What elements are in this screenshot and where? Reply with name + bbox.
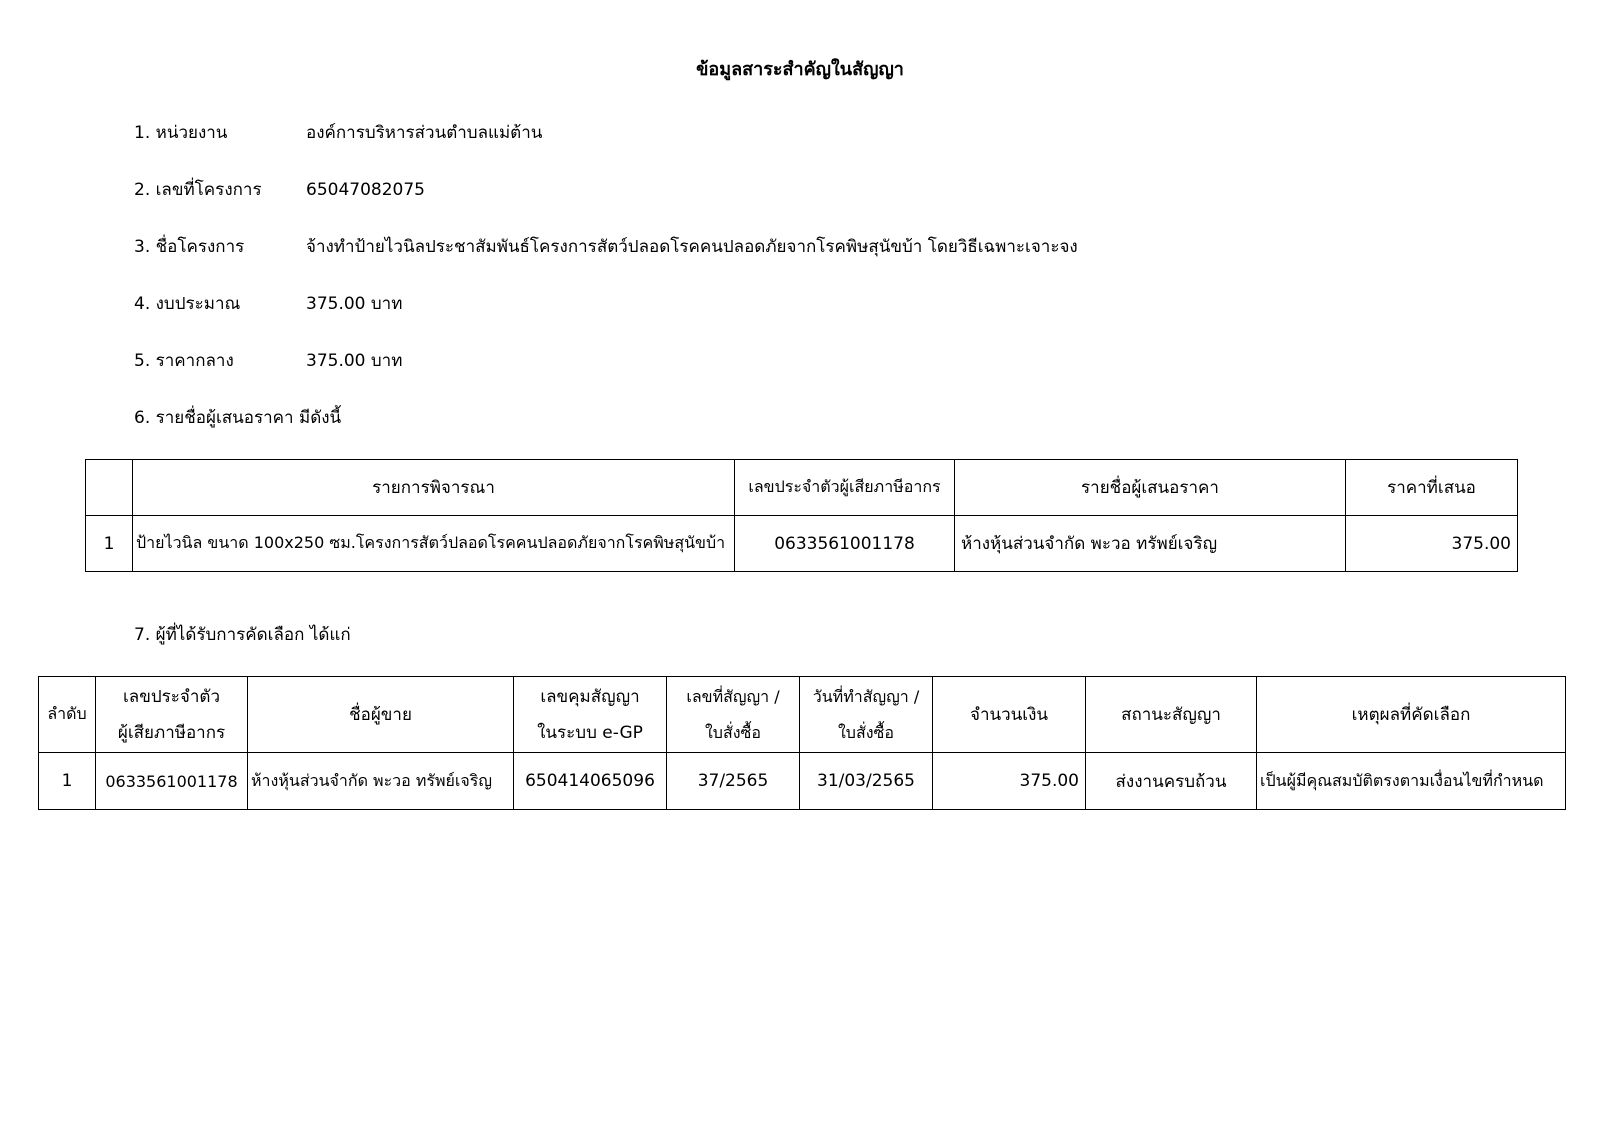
header-line: ผู้เสียภาษีอากร (117, 722, 226, 743)
contract-date: 31/03/2565 (800, 753, 933, 810)
field-value: 375.00 บาท (306, 294, 403, 314)
field-value: 65047082075 (306, 180, 425, 200)
contract-amount: 375.00 (933, 753, 1086, 810)
tax-id: 0633561001178 (96, 753, 248, 810)
winner-heading: 7. ผู้ที่ได้รับการคัดเลือก ได้แก่ (134, 625, 351, 645)
column-header: เหตุผลที่คัดเลือก (1257, 677, 1566, 753)
tax-id: 0633561001178 (735, 516, 955, 572)
offered-price: 375.00 (1346, 516, 1518, 572)
field-label: 1. หน่วยงาน (134, 123, 228, 143)
field-value: จ้างทำป้ายไวนิลประชาสัมพันธ์โครงการสัตว์ปลอดโรคคนปลอดภัยจากโรคพิษสุนัขบ้า โดยวิธีเฉพาะเจาะจง (306, 237, 1078, 257)
column-header: สถานะสัญญา (1086, 677, 1257, 753)
column-header: รายชื่อผู้เสนอราคา (955, 460, 1346, 516)
bidders-table (85, 459, 1518, 572)
contract-status: ส่งงานครบถ้วน (1086, 753, 1257, 810)
table-row (39, 753, 1566, 810)
field-label: 2. เลขที่โครงการ (134, 180, 262, 200)
column-header: ราคาที่เสนอ (1346, 460, 1518, 516)
table-header-row (39, 677, 1566, 753)
column-header: จำนวนเงิน (933, 677, 1086, 753)
row-number: 1 (39, 753, 96, 810)
header-line: วันที่ทำสัญญา / (812, 686, 920, 706)
header-line: ใบสั่งซื้อ (704, 722, 761, 742)
column-header (800, 677, 933, 753)
field-value: 375.00 บาท (306, 351, 403, 371)
header-line: เลขที่สัญญา / (686, 686, 780, 706)
contract-number: 37/2565 (667, 753, 800, 810)
column-header (96, 677, 248, 753)
document-title: ข้อมูลสาระสำคัญในสัญญา (696, 59, 904, 80)
bidders-heading: 6. รายชื่อผู้เสนอราคา มีดังนี้ (134, 408, 342, 428)
seller-name: ห้างหุ้นส่วนจำกัด พะวอ ทรัพย์เจริญ (248, 753, 514, 810)
header-line: เลขประจำตัว (123, 686, 220, 707)
column-header: รายการพิจารณา (133, 460, 735, 516)
column-header: เลขประจำตัวผู้เสียภาษีอากร (735, 460, 955, 516)
field-value: องค์การบริหารส่วนตำบลแม่ต้าน (306, 123, 543, 143)
column-header: ลำดับ (39, 677, 96, 753)
row-number: 1 (86, 516, 133, 572)
winner-table (38, 676, 1566, 810)
column-header: ชื่อผู้ขาย (248, 677, 514, 753)
column-header (86, 460, 133, 516)
table-header-row (86, 460, 1518, 516)
table-row (86, 516, 1518, 572)
item-description: ป้ายไวนิล ขนาด 100x250 ซม.โครงการสัตว์ปลอดโรคคนปลอดภัยจากโรคพิษสุนัขบ้า (133, 516, 735, 572)
field-label: 3. ชื่อโครงการ (134, 237, 245, 257)
field-label: 4. งบประมาณ (134, 294, 241, 314)
bidder-name: ห้างหุ้นส่วนจำกัด พะวอ ทรัพย์เจริญ (955, 516, 1346, 572)
header-line: ในระบบ e-GP (537, 722, 643, 743)
header-line: เลขคุมสัญญา (540, 686, 640, 707)
column-header (514, 677, 667, 753)
header-line: ใบสั่งซื้อ (837, 722, 894, 742)
egp-control-number: 650414065096 (514, 753, 667, 810)
selection-reason: เป็นผู้มีคุณสมบัติตรงตามเงื่อนไขที่กำหนด (1257, 753, 1566, 810)
column-header (667, 677, 800, 753)
field-label: 5. ราคากลาง (134, 351, 234, 371)
